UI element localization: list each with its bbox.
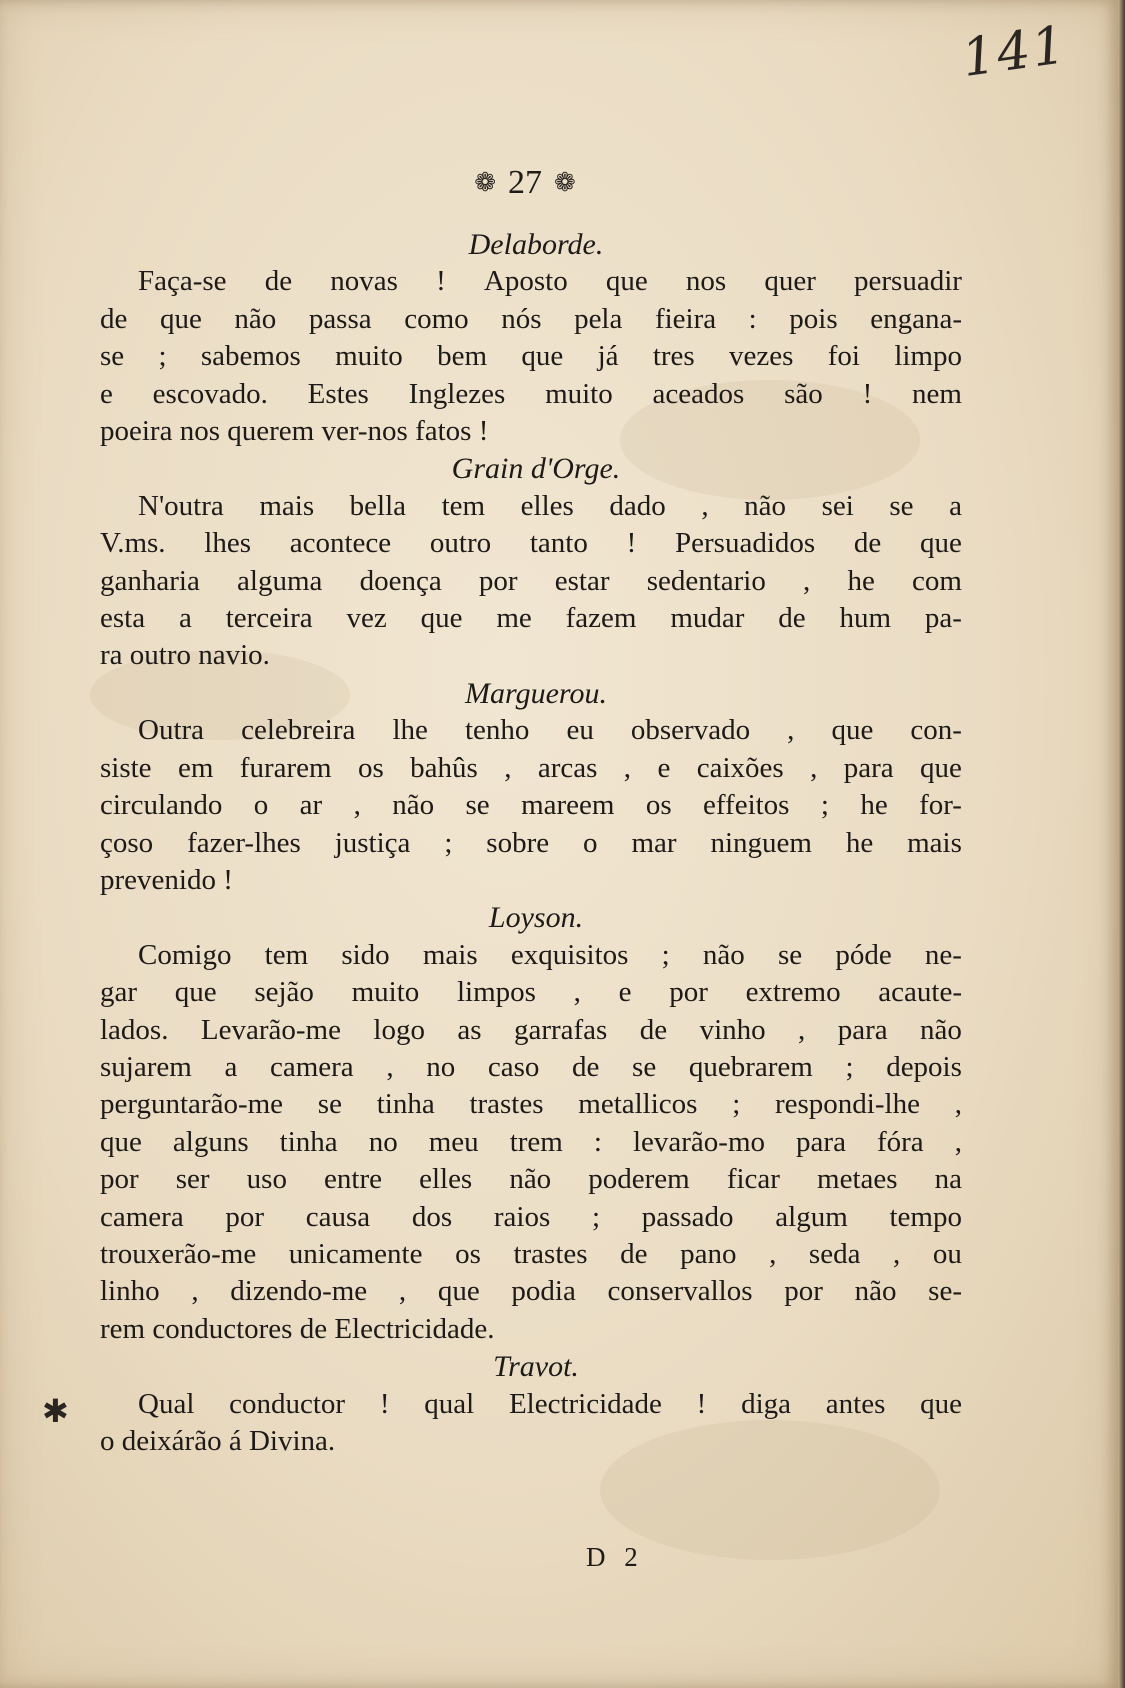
speaker-name: Delaborde. <box>468 228 604 261</box>
text-line: Faça-se de novas ! Aposto que nos quer persuadir <box>138 265 962 298</box>
text-line: por ser uso entre elles não poderem ficar metaes na <box>100 1163 962 1196</box>
text-line: sujarem a camera , no caso de se quebrarem ; depois <box>100 1050 962 1083</box>
text-line: de que não passa como nós pela fieira : pois engana- <box>100 302 962 335</box>
text-line: rem conductores de Electricidade. <box>100 1312 495 1345</box>
text-line: Comigo tem sido mais exquisitos ; não se póde ne- <box>138 938 962 971</box>
page-number: 27 <box>508 164 542 201</box>
text-line: perguntarão-me se tinha trastes metallicos ; respondi-lhe , <box>100 1088 962 1121</box>
text-line: se ; sabemos muito bem que já tres vezes foi limpo <box>100 340 962 373</box>
dialogue-text <box>100 226 962 1460</box>
text-line: e escovado. Estes Inglezes muito aceados são ! nem <box>100 377 962 410</box>
text-line: ra outro navio. <box>100 639 270 672</box>
text-line: que alguns tinha no meu trem : levarão-mo para fóra , <box>100 1125 962 1158</box>
text-line: çoso fazer-lhes justiça ; sobre o mar ninguem he mais <box>100 826 962 859</box>
speaker-name: Grain d'Orge. <box>451 452 621 486</box>
text-line: siste em furarem os bahûs , arcas , e caixões , para que <box>100 751 962 784</box>
speaker-name: Marguerou. <box>465 676 607 710</box>
text-line: o deixárão á Divina. <box>100 1425 336 1457</box>
text-line: camera por causa dos raios ; passado algum tempo <box>100 1200 962 1233</box>
speaker-name: Travot. <box>493 1350 579 1384</box>
text-line: circulando o ar , não se mareem os effeitos ; he for- <box>100 789 962 822</box>
page-edge <box>1118 0 1125 1688</box>
handwritten-folio-number: 141 <box>958 14 1071 90</box>
text-line: prevenido ! <box>100 863 233 896</box>
text-line: V.ms. lhes acontece outro tanto ! Persuadidos de que <box>100 527 962 560</box>
text-line: N'outra mais bella tem elles dado , não sei se a <box>138 489 962 522</box>
flower-ornament-icon: ❁ <box>474 168 496 197</box>
page-header <box>440 160 610 206</box>
signature-mark: D 2 <box>586 1542 644 1572</box>
text-line: poeira nos querem ver-nos fatos ! <box>100 415 489 448</box>
text-line: gar que sejão muito limpos , e por extremo acaute- <box>100 976 962 1009</box>
text-line: linho , dizendo-me , que podia conservallos por não se- <box>100 1275 962 1308</box>
text-line: lados. Levarão-me logo as garrafas de vinho , para não <box>100 1013 962 1046</box>
text-line: Outra celebreira lhe tenho eu observado , que con- <box>138 714 962 747</box>
text-line: esta a terceira vez que me fazem mudar de hum pa- <box>100 602 962 635</box>
text-line: ganharia alguma doença por estar sedentario , he com <box>100 564 962 597</box>
flower-ornament-icon: ❁ <box>554 168 576 197</box>
ink-blot-mark: ✱ <box>42 1393 69 1429</box>
text-line: Qual conductor ! qual Electricidade ! diga antes que <box>138 1387 962 1420</box>
text-line: trouxerão-me unicamente os trastes de pano , seda , ou <box>100 1237 962 1270</box>
speaker-name: Loyson. <box>488 901 584 935</box>
